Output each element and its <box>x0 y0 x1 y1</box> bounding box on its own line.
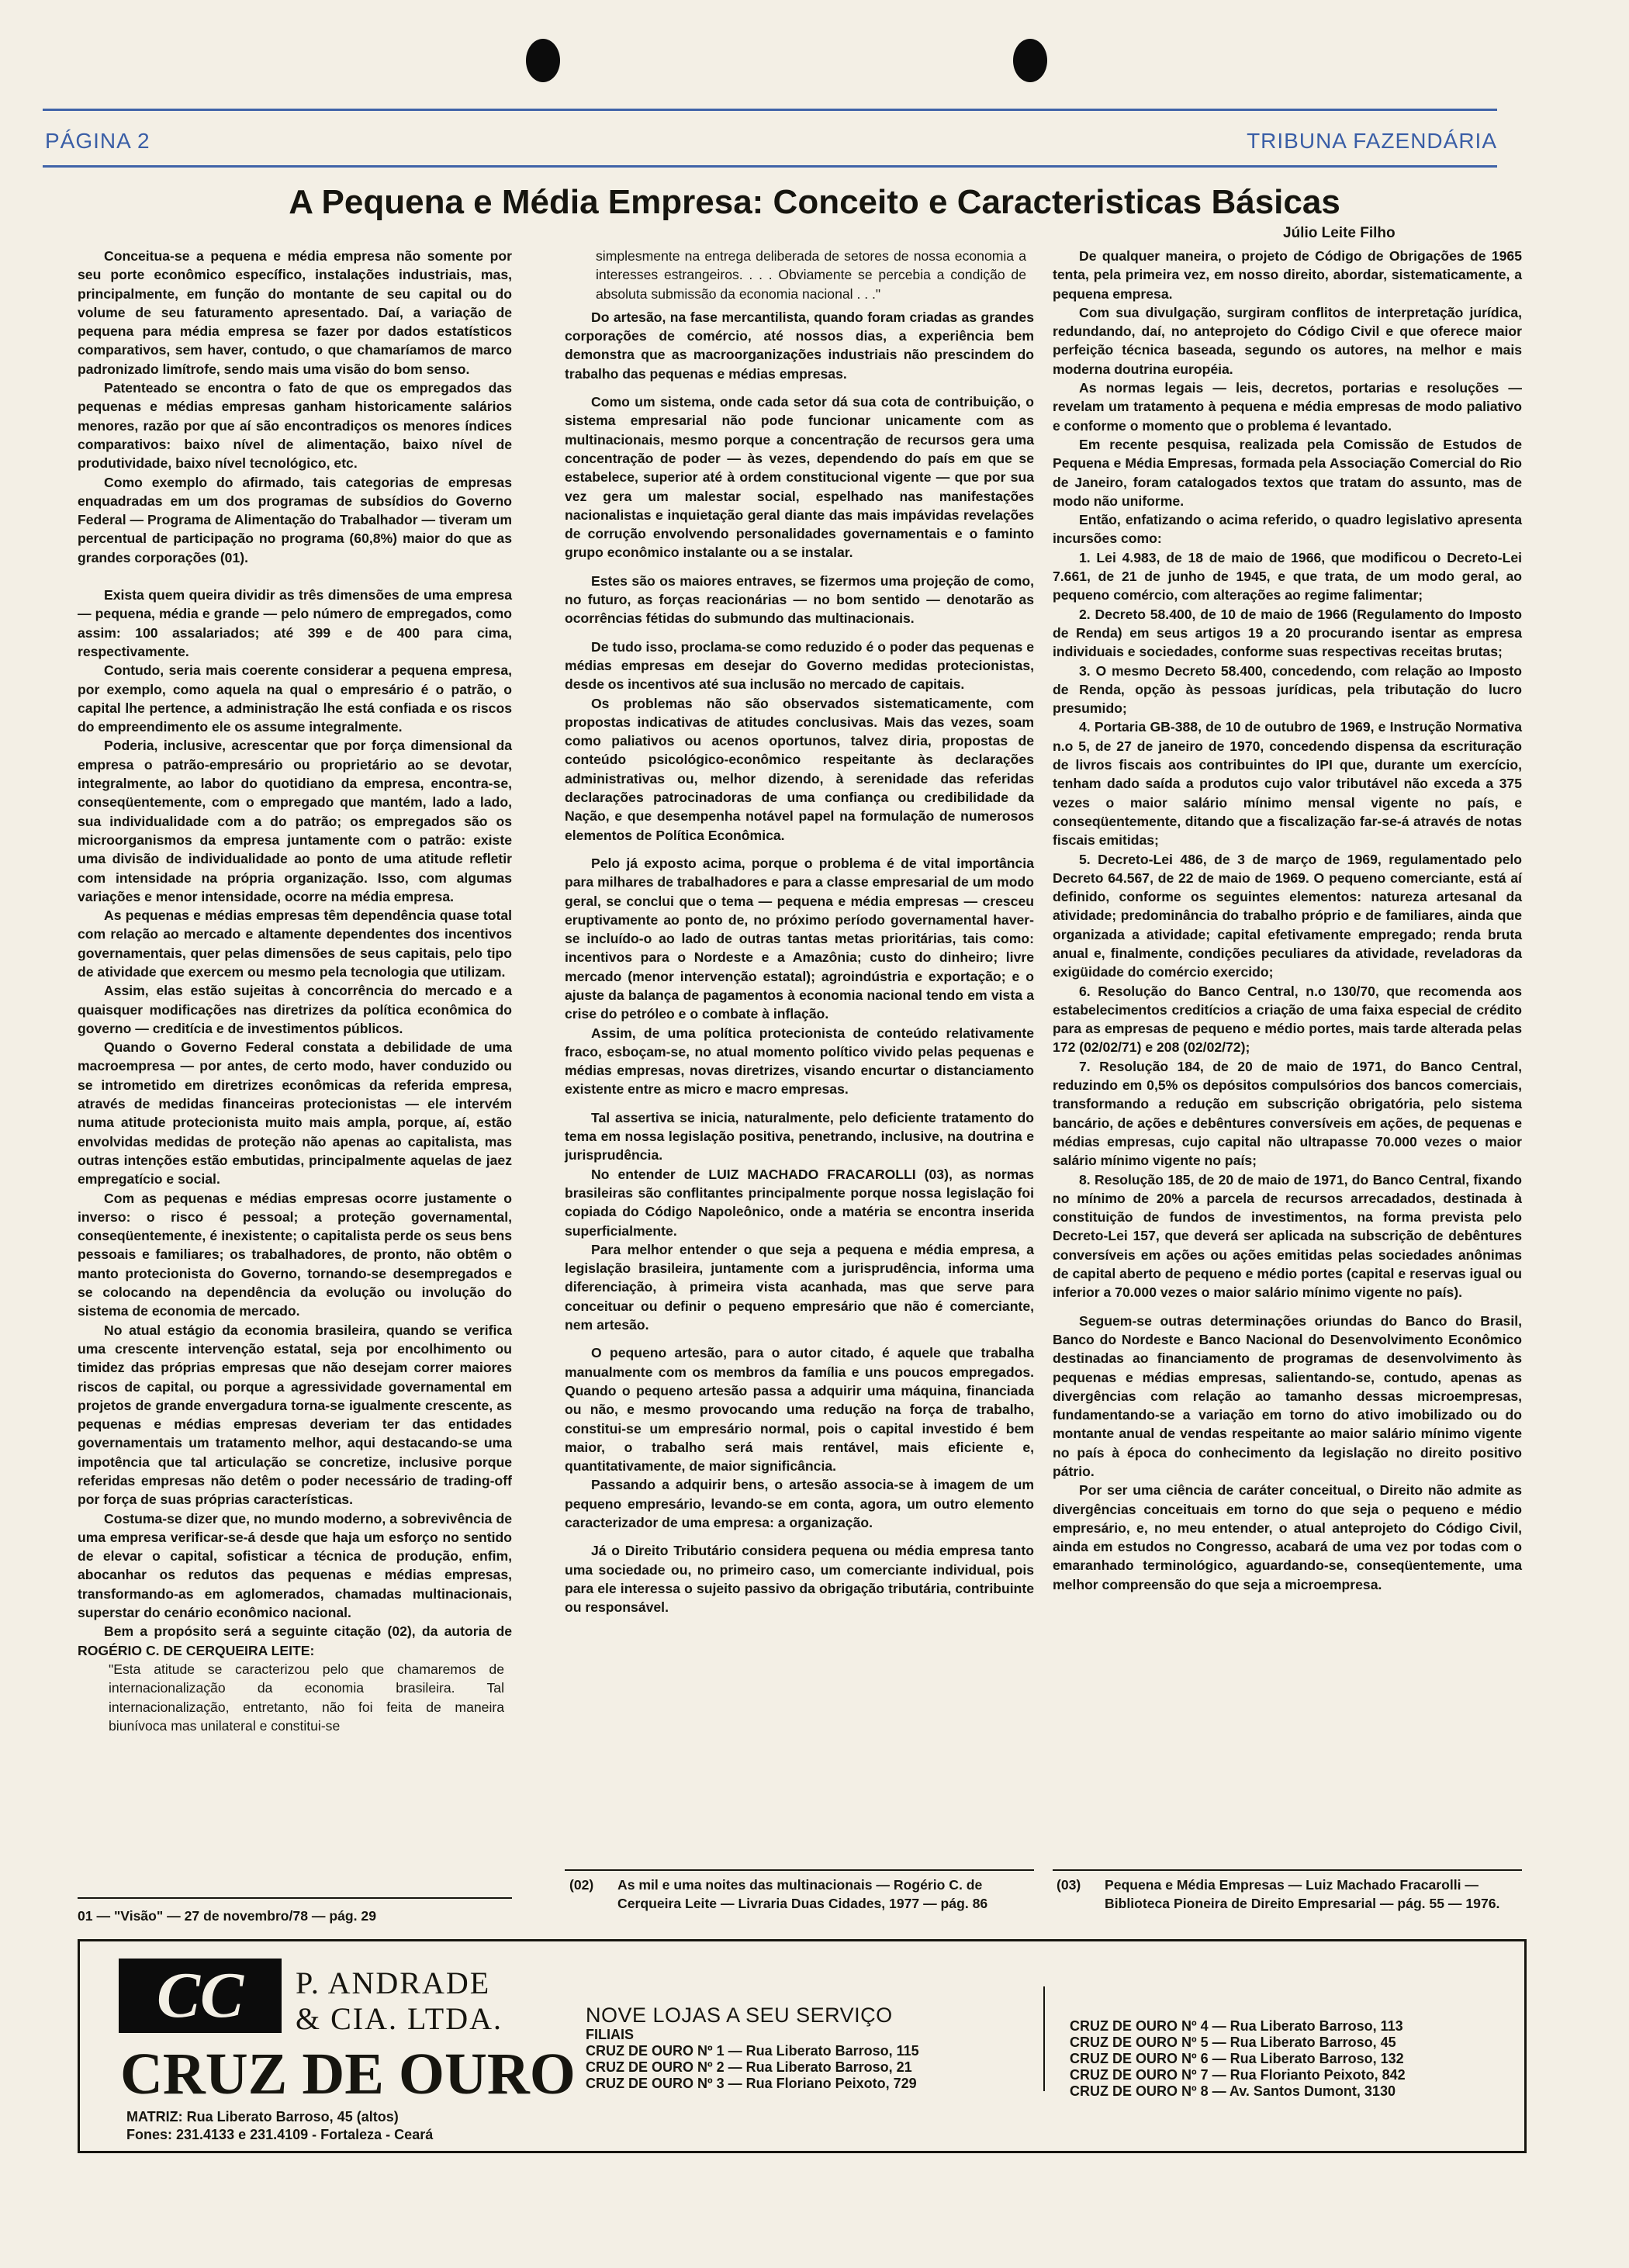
paragraph: Estes são os maiores entraves, se fizermos uma projeção de como, no futuro, as forças reacionárias — no bom sentido — denotarão as ocorrências fétidas do submundo das multinacionais. <box>565 572 1034 627</box>
article-column-2 <box>565 247 1034 1616</box>
legal-list-item: 2. Decreto 58.400, de 10 de maio de 1966 (Regulamento do Imposto de Renda) em seus artigos 19 a 20 procurando isentar as empresa individuais e sociedades, conforme suas respectivas receitas brutas; <box>1053 606 1522 660</box>
binder-hole-right <box>1013 39 1047 82</box>
store-item: CRUZ DE OURO Nº 5 — Rua Liberato Barroso, 45 <box>1070 2035 1396 2050</box>
paragraph: Em recente pesquisa, realizada pela Comissão de Estudos de Pequena e Média Empresas, formada pela Associação Comercial do Rio de Janeiro, foram catalogados textos que tratam do assunto, mas de modo não uniforme. <box>1053 436 1522 509</box>
article-column-1 <box>78 247 512 1735</box>
legal-list-item: 5. Decreto-Lei 486, de 3 de março de 1969, regulamentado pelo Decreto 64.567, de 22 de maio de 1969. O pequeno comerciante, está aí definido, conforme os seguintes elementos: natureza artesanal da atividade; predominância do trabalho próprio e de familiares, ainda que organizada a atividade; capital efetivamente empregado; renda bruta anual e, finalmente, condições peculiares da atividade, reveladoras da exigüidade do comércio exercido; <box>1053 851 1522 980</box>
paragraph: Com as pequenas e médias empresas ocorre justamente o inverso: o risco é pessoal; a proteção governamental, conseqüentemente, é inexistente; o capitalista perde os seus bens pessoais e familiares; os trabalhadores, de pronto, não obtêm o manto protecionista do Governo, tornando-se desempregados e se colocando na dependência da evolução ou involução do sistema de economia de mercado. <box>78 1190 512 1319</box>
company-logo <box>119 1959 282 2033</box>
logo-mark: CC <box>156 1959 244 2031</box>
paragraph: Já o Direito Tributário considera pequena ou média empresa tanto uma sociedade ou, no primeiro caso, um comerciante individual, pois para ele interessa o sujeito passivo da obrigação tributária, contribuinte ou responsável. <box>565 1543 1034 1616</box>
paragraph: De qualquer maneira, o projeto de Código de Obrigações de 1965 tenta, pela primeira vez, em nosso direito, abordar, sistematicamente, a pequena empresa. <box>1053 248 1522 302</box>
store-item: CRUZ DE OURO Nº 8 — Av. Santos Dumont, 3130 <box>1070 2083 1396 2099</box>
paragraph: Exista quem queira dividir as três dimensões de uma empresa — pequena, média e grande — pelo número de empregados, como assim: 100 assalariados; até 399 e de 400 para cima, respectivamente. <box>78 587 512 659</box>
store-item: CRUZ DE OURO Nº 6 — Rua Liberato Barroso, 132 <box>1070 2051 1404 2066</box>
footnote-02-number: (02) <box>569 1877 594 1893</box>
paragraph: As normas legais — leis, decretos, portarias e resoluções — revelam um tratamento à pequena e média empresas de modo paliativo e conforme o momento que o problema é levantado. <box>1053 380 1522 434</box>
article-column-3 <box>1053 247 1522 1594</box>
paragraph: No entender de LUIZ MACHADO FRACAROLLI (03), as normas brasileiras são conflitantes principalmente porque nossa legislação foi copiada do Código Napoleônico, onde a matéria se encontra inserida superficialmente. <box>565 1166 1034 1239</box>
paragraph: Costuma-se dizer que, no mundo moderno, a sobrevivência de uma empresa verificar-se-á desde que haja um esforço no sentido de elevar o capital, sofisticar a técnica de produção, enfim, abocanhar os redutos das pequenas e médias empresas, transformando-as em aglomerados, chamadas multinacionais, superstar do cenário econômico nacional. <box>78 1510 512 1621</box>
paragraph: Quando o Governo Federal constata a debilidade de uma macroempresa — por antes, de certo modo, haver conduzido ou se intrometido em diretrizes econômicas da referida empresa, através de medidas financeiras protecionistas — ele intervém numa atitude protecionista muito mais ampla, porque, aí, estão envolvidas medidas de proteção não apenas ao capitalista, mas outras intenções estão embutidas, principalmente aquelas de jaez empregatício e social. <box>78 1039 512 1188</box>
paragraph: No atual estágio da economia brasileira, quando se verifica uma crescente intervenção estatal, seja por encolhimento ou timidez das próprias empresas que não desejam correr maiores riscos de capital, ou porque a agressividade governamental em projetos de grande envergadura torna-se igualmente crescente, as pequenas e médias empresas deveriam ter das entidades governamentais um tratamento melhor, aqui destacando-se uma impotência que tal articulação se concretize, inclusive porque referidas empresas não detêm o poder necessário de trading-off por força de suas próprias características. <box>78 1322 512 1508</box>
legal-list-item: 4. Portaria GB-388, de 10 de outubro de 1969, e Instrução Normativa n.o 5, de 27 de janeiro de 1970, concedendo dispensa da escrituração de livros fiscais aos contribuintes do IPI que, durante um exercício, tenham dado saída a produtos cujo valor tributável não exceda a 375 vezes o maior salário mínimo mensal vigente no país, e conseqüentemente, ditando que a fiscalização far-se-á através de notas fiscais emitidas; <box>1053 719 1522 849</box>
page-label: PÁGINA 2 <box>45 129 150 153</box>
paragraph: Passando a adquirir bens, o artesão associa-se à imagem de um pequeno empresário, levando-se em conta, agora, um outro elemento caracterizador de uma empresa: a organização. <box>565 1477 1034 1530</box>
advertisement-box <box>78 1939 1527 2153</box>
paragraph: Bem a propósito será a seguinte citação (02), da autoria de ROGÉRIO C. DE CERQUEIRA LEITE: <box>78 1623 512 1658</box>
paragraph: Do artesão, na fase mercantilista, quando foram criadas as grandes corporações de comércio, até nossos dias, a experiência bem demonstra que as macroorganizações industriais não prescindem do trabalho das pequenas e médias empresas. <box>565 309 1034 382</box>
store-item: CRUZ DE OURO Nº 1 — Rua Liberato Barroso, 115 <box>586 2043 919 2059</box>
paragraph: Poderia, inclusive, acrescentar que por força dimensional da empresa o patrão-empresário ou proprietário ao se devotar, integralmente, ao labor do quotidiano da empresa, encontra-se, conseqüentemente, com o empregado que mantém, lado a lado, sua individualidade com a do patrão; os empregados são os microorganismos da empresa juntamente com o patrão: existe uma divisão de individualidade ao ponto de uma atitude refletir com intensidade na própria organização. Isso, com algumas variações e menor intensidade, ocorre na média empresa. <box>78 738 512 904</box>
paragraph: Por ser uma ciência de caráter conceitual, o Direito não admite as divergências conceituais em torno do que seja o pequeno e médio empresário, e, no meu entender, o atual anteprojeto do Código Civil, ainda em estudos no Congresso, acabará de uma vez por todas com o emaranhado terminológico, aguardando-se, conseqüentemente, uma melhor compreensão do que seja a microempresa. <box>1053 1482 1522 1592</box>
firm-name-line-1: P. ANDRADE <box>296 1965 491 2000</box>
footnote-separator <box>1053 1869 1522 1871</box>
paragraph: Assim, de uma política protecionista de conteúdo relativamente fraco, esboçam-se, no atual momento político vivido pelas pequenas e médias empresas, novas diretrizes, visando encurtar o distanciamento existente entre as micro e macro empresas. <box>565 1025 1034 1098</box>
header-rule-top <box>43 109 1497 111</box>
headquarters-line: MATRIZ: Rua Liberato Barroso, 45 (altos) <box>126 2109 399 2125</box>
stores-divider <box>1043 1986 1045 2091</box>
paragraph: As pequenas e médias empresas têm dependência quase total com relação ao mercado e altamente dependentes dos incentivos governamentais, quer pelas dimensões de seus capitais, pelo tipo de atividade que exercem ou mesmo pela tecnologia que utilizam. <box>78 908 512 980</box>
headquarters-address <box>126 2108 433 2144</box>
headquarters-phones: Fones: 231.4133 e 231.4109 - Fortaleza - Ceará <box>126 2127 434 2142</box>
footnote-02-text: As mil e uma noites das multinacionais — Rogério C. de Cerqueira Leite — Livraria Duas Cidades, 1977 — pág. 86 <box>617 1877 988 1911</box>
paragraph: Seguem-se outras determinações oriundas do Banco do Brasil, Banco do Nordeste e Banco Nacional do Desenvolvimento Econômico destinadas ao financiamento de programas de desenvolvimento às pequenas e médias empresas, salientando-se, contudo, apenas as divergências com relação ao tamanho dessas microempresas, fundamentando-se a variação em torno do ativo imobilizado ou do montante anual de vendas respeitante ao maior salário mínimo vigente no país à época do conhecimento da legislação no direito positivo pátrio. <box>1053 1312 1522 1479</box>
paragraph: Conceitua-se a pequena e média empresa não somente por seu porte econômico específico, instalações industriais, mas, principalmente, em função do montante de seu capital ou do volume de seu faturamento apresentado. Daí, a variação de pequena para média empresa se fazer por dados estatísticos comparativos, sem haver, contudo, o que chamaríamos de marco padronizado limítrofe, sendo mais uma visão do bom senso. <box>78 248 512 377</box>
store-item: CRUZ DE OURO Nº 3 — Rua Floriano Peixoto, 729 <box>586 2076 917 2091</box>
paragraph: Então, enfatizando o acima referido, o quadro legislativo apresenta incursões como: <box>1053 512 1522 547</box>
store-item: CRUZ DE OURO Nº 7 — Rua Florianto Peixoto, 842 <box>1070 2067 1406 2083</box>
paragraph: Pelo já exposto acima, porque o problema é de vital importância para milhares de trabalhadores e para a classe empresarial de um modo geral, se conclui que o tema — pequena e média empresas — cresceu eruptivamente ao ponto de, no próximo período governamental haver-se incluído-o ao lado de outras tantas metas prioritárias, tais como: incentivos para o Nordeste e a Amazônia; custo do dinheiro; livre mercado (menor intervenção estatal); agroindústria e exportação; e o ajuste da balança de pagamentos à economia nacional tendo em vista a crise do petróleo e o combate à inflação. <box>565 855 1034 1022</box>
store-item: CRUZ DE OURO Nº 4 — Rua Liberato Barroso, 113 <box>1070 2018 1403 2034</box>
paragraph: De tudo isso, proclama-se como reduzido é o poder das pequenas e médias empresas em desejar do Governo medidas protecionistas, desde os incentivos até sua inclusão no mercado de capitais. <box>565 638 1034 693</box>
legal-list-item: 6. Resolução do Banco Central, n.o 130/70, que recomenda aos estabelecimentos creditícios a criação de uma faixa especial de crédito para as empresas de pequeno e médio portes, mais tarde alterada pelas 172 (02/02/71) e 208 (02/02/72); <box>1053 983 1522 1056</box>
footnote-03-text: Pequena e Média Empresas — Luiz Machado Fracarolli — Biblioteca Pioneira de Direito Empresarial — pág. 55 — 1976. <box>1105 1877 1500 1911</box>
paragraph: O pequeno artesão, para o autor citado, é aquele que trabalha manualmente com os membros da família e uns poucos empregados. Quando o pequeno artesão passa a adquirir uma máquina, financiada ou não, e mesmo provocando uma redução na força de trabalho, constitui-se um empresário normal, pois o capital investido é bem maior, o trabalho será mais rentável, mais eficiente e, quantitativamente, de maior significância. <box>565 1345 1034 1475</box>
legal-list-item: 7. Resolução 184, de 20 de maio de 1971, do Banco Central, reduzindo em 0,5% os depósitos compulsórios dos bancos comerciais, transformando a redução em subscrição obrigatória, pelo sistema bancário, de ações e debêntures conversíveis em ações, de pequenas e médias empresas, cujo capital não ultrapasse 70.000 vezes o maior salário mínimo vigente no país; <box>1053 1058 1522 1169</box>
paragraph: Como um sistema, onde cada setor dá sua cota de contribuição, o sistema empresarial não pode funcionar unicamente com as multinacionais, mesmo porque a concentração de recursos gera uma concentração de poder — às vezes, dependendo do país em que se estabelece, superior até à ordem constitucional vigente — que por sua vez gera um malestar social, espelhado nas manifestações nacionalistas e inquietação geral diante das mais impávidas revelações de corrução envolvendo personalidades governamentais e o faminto grupo econômico instalante ou a se instalar. <box>565 394 1034 561</box>
stores-list-right <box>1070 2018 1406 2100</box>
footnote-separator <box>565 1869 1034 1871</box>
publication-name: TRIBUNA FAZENDÁRIA <box>1247 129 1497 153</box>
branches-label: FILIAIS <box>586 2027 634 2042</box>
paragraph: Os problemas não são observados sistematicamente, com propostas indicativas de atitudes conclusivas. Mais das vezes, soam como paliativos ou acenos oportunos, talvez diria, propostas de conteúdo psicológico-econômico respeitante às declarações administrativas ou, melhor dizendo, à serenidade das referidas declarações patrocinadoras de uma confiança ou credibilidade da Nação, e que desempenha notável papel na formulação de numerosos elementos de Política Econômica. <box>565 695 1034 843</box>
firm-name-line-2: & CIA. LTDA. <box>296 2001 503 2036</box>
footnote-03-number: (03) <box>1057 1877 1081 1893</box>
paragraph: Tal assertiva se inicia, naturalmente, pelo deficiente tratamento do tema em nossa legislação positiva, penetrando, inclusive, na doutrina e jurisprudência. <box>565 1109 1034 1163</box>
binder-hole-left <box>526 39 560 82</box>
quotation: "Esta atitude se caracterizou pelo que chamaremos de internacionalização da economia brasileira. Tal internacionalização, entretanto, não foi feita de maneira biunívoca mas unilateral e constitui-se <box>109 1661 504 1734</box>
paragraph: Assim, elas estão sujeitas à concorrência do mercado e a quaisquer modificações nas diretrizes da política econômica do governo — creditícia e de investimentos públicos. <box>78 983 512 1036</box>
quotation-continued: simplesmente na entrega deliberada de setores de nossa economia a interesses estrangeiros. . . . Obviamente se percebia a condição de absoluta submissão da economia nacional . . ." <box>596 248 1026 302</box>
stores-list-left <box>586 2004 919 2092</box>
article-author: Júlio Leite Filho <box>1283 225 1396 241</box>
paragraph: Com sua divulgação, surgiram conflitos de interpretação jurídica, redundando, daí, no anteprojeto do Código Civil e que oferece maior perfeição técnica baseada, segundo os autores, na melhor e mais moderna doutrina européia. <box>1053 304 1522 377</box>
paragraph: Para melhor entender o que seja a pequena e média empresa, a legislação brasileira, juntamente com a jurisprudência, informa uma diferenciação, à primeira vista acanhada, mas que serve para conceituar ou definir o pequeno empresário que não é comerciante, nem artesão. <box>565 1241 1034 1333</box>
header-rule-bottom <box>43 165 1497 168</box>
stores-heading: NOVE LOJAS A SEU SERVIÇO <box>586 2004 893 2027</box>
paragraph: Como exemplo do afirmado, tais categorias de empresas enquadradas em um dos programas de subsídios do Governo Federal — Programa de Alimentação do Trabalhador — tiveram um percentual de participação no programa (60,8%) maior do que as grandes corporações (01). <box>78 474 512 565</box>
footnote-01: 01 — "Visão" — 27 de novembro/78 — pág. 29 <box>78 1908 376 1924</box>
brand-name: CRUZ DE OURO <box>120 2042 576 2107</box>
paragraph: Contudo, seria mais coerente considerar a pequena empresa, por exemplo, como aquela na qual o empresário é o patrão, o capital lhe pertence, a administração lhe está confiada e os riscos do empreendimento ele os assume integralmente. <box>78 662 512 735</box>
store-item: CRUZ DE OURO Nº 2 — Rua Liberato Barroso, 21 <box>586 2059 912 2075</box>
legal-list-item: 3. O mesmo Decreto 58.400, concedendo, com relação ao Imposto de Renda, opção às pessoas jurídicas, pela tributação do lucro presumido; <box>1053 662 1522 717</box>
legal-list-item: 8. Resolução 185, de 20 de maio de 1971, do Banco Central, fixando no mínimo de 20% a parcela de recursos arrecadados, destinada à constituição de fundos de investimentos, na forma prevista pelo Decreto-Lei 157, que deverá ser aplicada na subscrição de debêntures conversíveis em ações ou ações emitidas pelas sociedades anônimas de capital aberto de pequeno e médio portes (capital e reservas igual ou inferior a 70.000 vezes o maior salário mínimo vigente no país). <box>1053 1171 1522 1301</box>
footnote-separator <box>78 1897 512 1899</box>
legal-list-item: 1. Lei 4.983, de 18 de maio de 1966, que modificou o Decreto-Lei 7.661, de 21 de junho de 1945, e que trata, de um modo geral, ao pequeno comércio, com alterações ao regime falimentar; <box>1053 549 1522 603</box>
paragraph: Patenteado se encontra o fato de que os empregados das pequenas e médias empresas ganham historicamente salários menores, razão por que aí são encontradiços os menores índices comparativos: baixo nível de alimentação, baixo nível de produtividade, baixo nível tecnológico, etc. <box>78 380 512 472</box>
article-title: A Pequena e Média Empresa: Conceito e Caracteristicas Básicas <box>289 183 1340 221</box>
